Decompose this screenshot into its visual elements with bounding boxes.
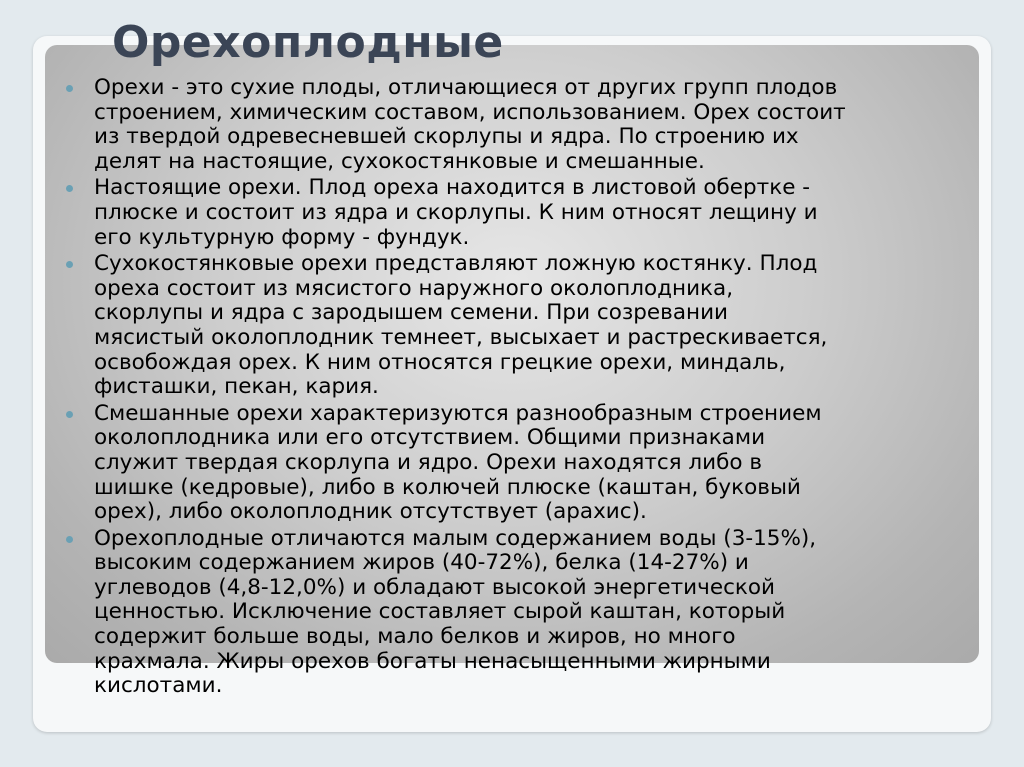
bullet-dot-icon <box>66 185 73 192</box>
slide-title: Орехоплодные <box>112 17 504 68</box>
bullet-dot-icon <box>66 411 73 418</box>
bullet-item <box>60 527 960 699</box>
bullet-dot-icon <box>66 536 73 543</box>
bullet-text: Орехи - это сухие плоды, отличающиеся от других групп плодов строением, химическим составом, использованием. Орех состоит из твердой одревесневшей скорлупы и ядра. По строению их делят на настоящие, сухокостянковые и смешанные. <box>94 75 846 174</box>
bullet-item <box>60 402 960 525</box>
bullet-dot-icon <box>66 85 73 92</box>
bullet-text: Орехоплодные отличаются малым содержанием воды (3-15%), высоким содержанием жиров (40-72%), белка (14-27%) и углеводов (4,8-12,0%) и обладают высокой энергетической ценностью. Исключение составляет сырой каштан, который содержит больше воды, мало белков и жиров, но много крахмала. Жиры орехов богаты ненасыщенными жирными кислотами. <box>94 525 817 699</box>
bullet-text: Сухокостянковые орехи представляют ложную костянку. Плод ореха состоит из мясистого наружного околоплодника, скорлупы и ядра с зародышем семени. При созревании мясистый околоплодник темнеет, высыхает и растрескивается, освобождая орех. К ним относятся грецкие орехи, миндаль, фисташки, пекан, кария. <box>94 251 828 400</box>
bullet-item <box>60 176 960 250</box>
bullet-list <box>60 76 960 701</box>
bullet-text: Настоящие орехи. Плод ореха находится в листовой обертке - плюске и состоит из ядра и скорлупы. К ним относят лещину и его культурную форму - фундук. <box>94 175 818 250</box>
bullet-item <box>60 76 960 174</box>
bullet-dot-icon <box>66 261 73 268</box>
bullet-item <box>60 252 960 400</box>
bullet-text: Смешанные орехи характеризуются разнообразным строением околоплодника или его отсутствием. Общими признаками служит твердая скорлупа и ядро. Орехи находятся либо в шишке (кедровые), либо в колючей плюске (каштан, буковый орех), либо околоплодник отсутствует (арахис). <box>94 400 822 525</box>
